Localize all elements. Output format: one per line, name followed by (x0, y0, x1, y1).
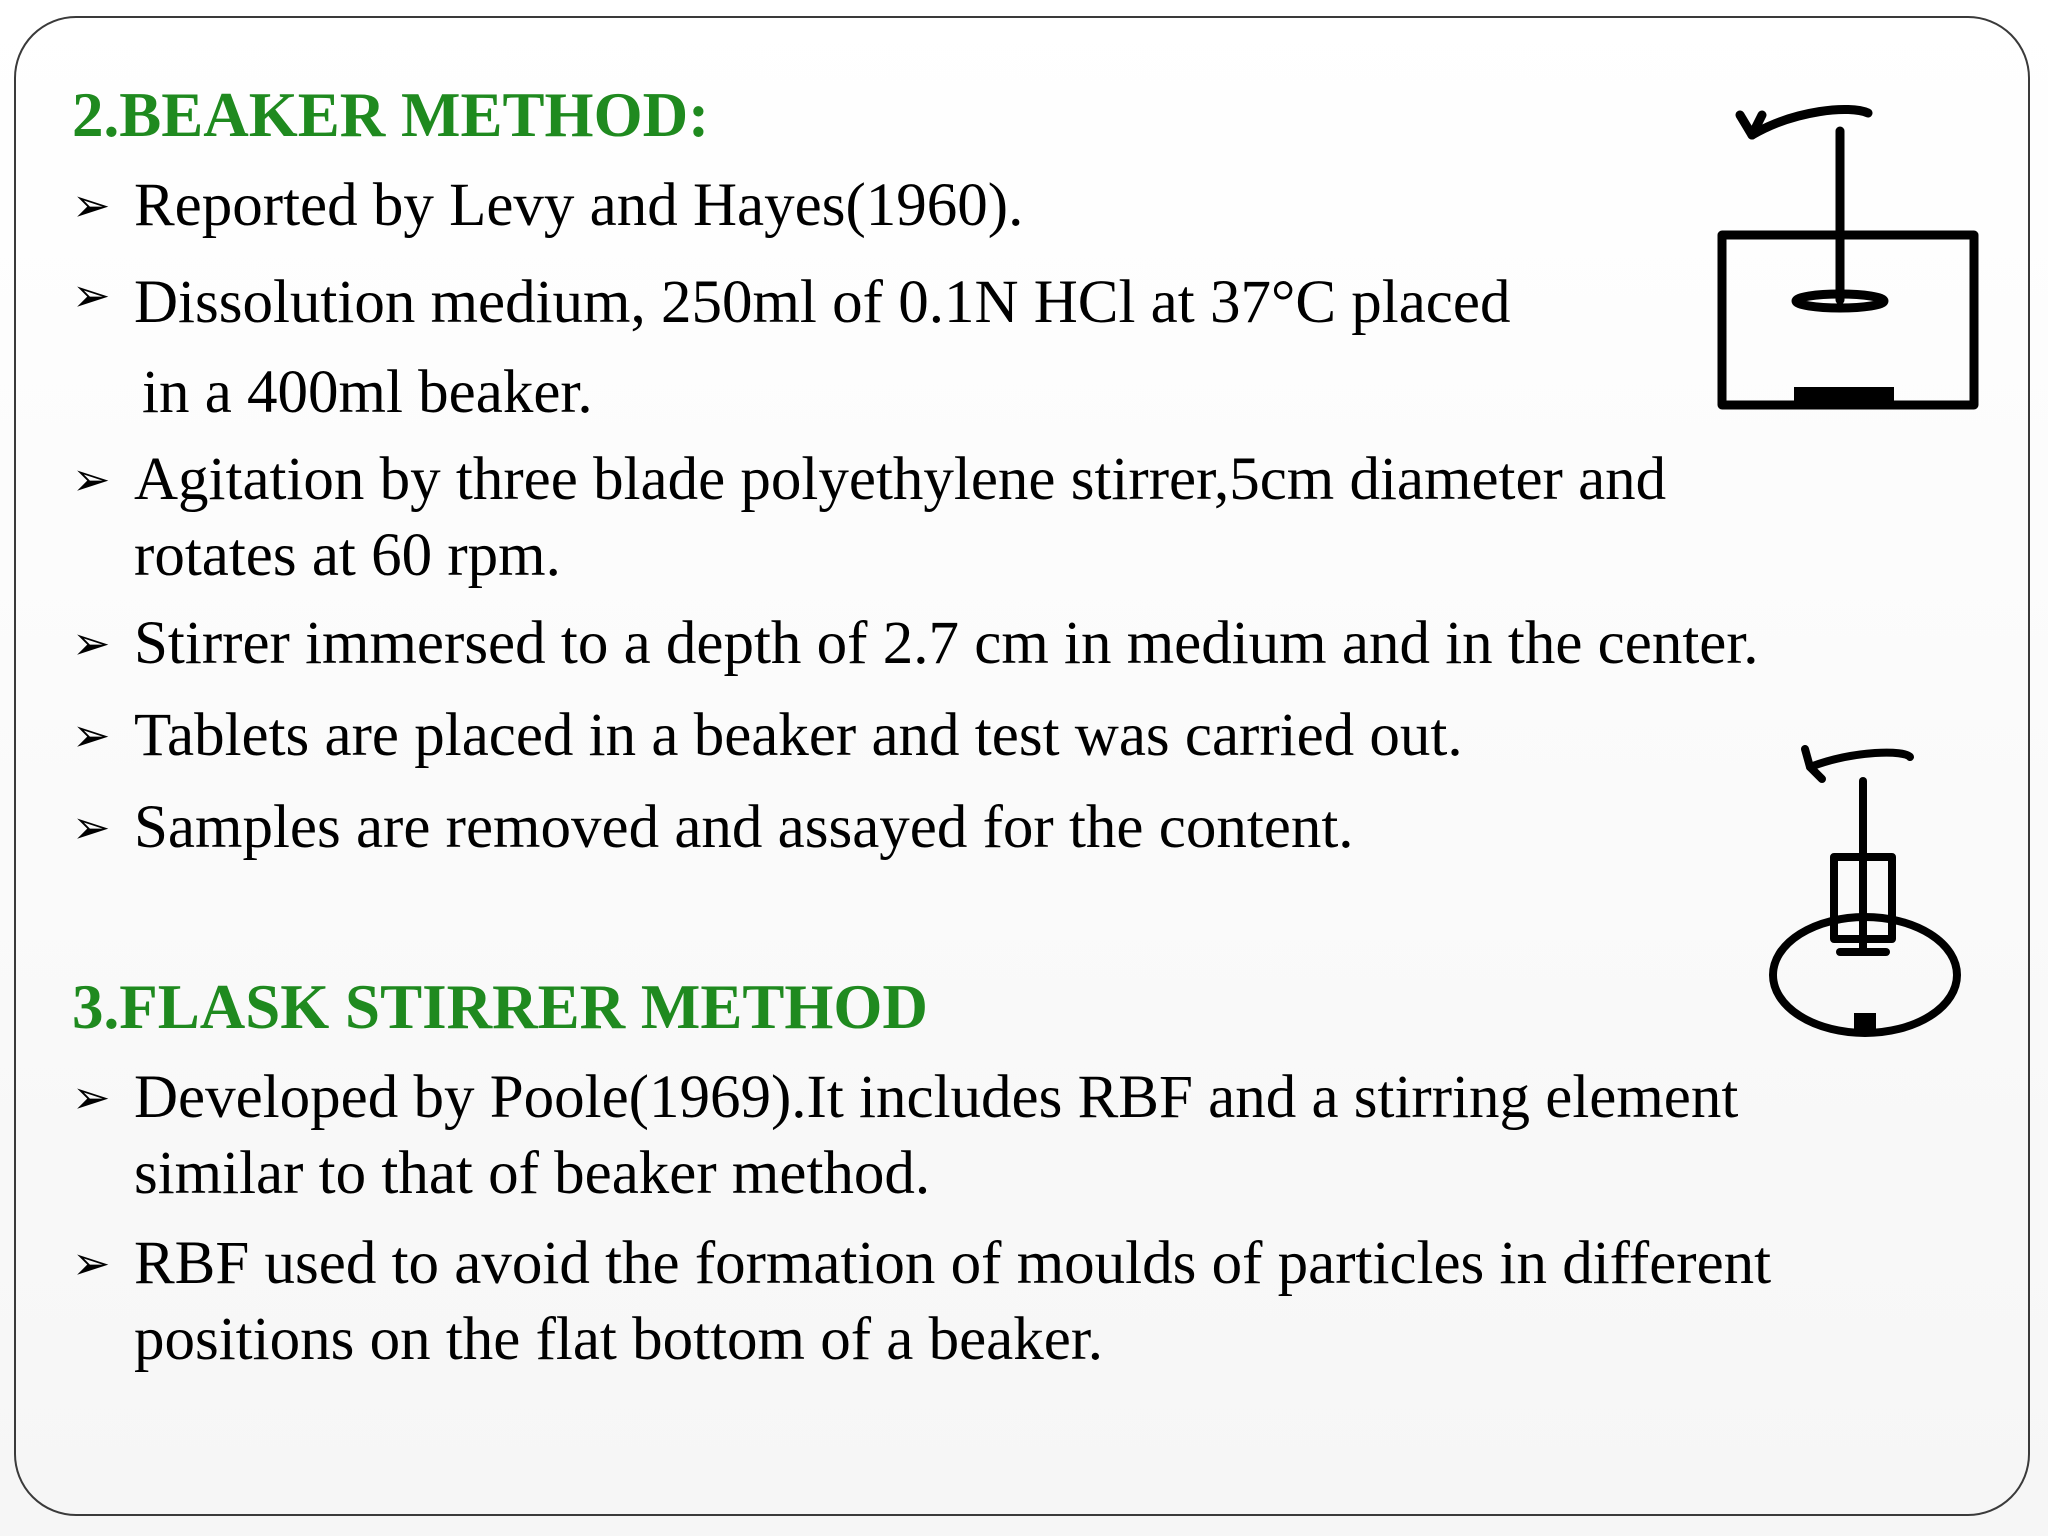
bullet-arrow-icon: ➢ (72, 1072, 111, 1123)
bullet-line: Stirrer immersed to a depth of 2.7 cm in medium and in the center. (134, 610, 1759, 677)
bullet-arrow-icon: ➢ (72, 802, 111, 853)
bullet-arrow-icon: ➢ (72, 180, 111, 231)
bullet-arrow-icon: ➢ (72, 710, 111, 761)
bullet-line: Agitation by three blade polyethylene stirrer,5cm diameter and (134, 446, 1667, 513)
bullet-arrow-icon: ➢ (72, 454, 111, 505)
bullet-line: Dissolution medium, 250ml of 0.1N HCl at 37°C placed (134, 269, 1511, 336)
bullet-line: Developed by Poole(1969).It includes RBF and a stirring element (134, 1064, 1739, 1131)
bullet-line: similar to that of beaker method. (134, 1140, 931, 1207)
section-heading-beaker-method: 2.BEAKER METHOD: (72, 80, 710, 150)
bullet-arrow-icon: ➢ (72, 618, 111, 669)
bullet-line: in a 400ml beaker. (142, 359, 593, 426)
bullet-line: RBF used to avoid the formation of moulds of particles in different (134, 1230, 1772, 1297)
bullet-arrow-icon: ➢ (72, 1238, 111, 1289)
bullet-line: Tablets are placed in a beaker and test was carried out. (134, 702, 1463, 769)
beaker-stirrer-diagram-icon (1700, 95, 1990, 425)
bullet-line: Reported by Levy and Hayes(1960). (134, 172, 1024, 239)
bullet-arrow-icon: ➢ (72, 270, 111, 321)
bullet-line: positions on the flat bottom of a beaker. (134, 1306, 1104, 1373)
section-heading-flask-stirrer-method: 3.FLASK STIRRER METHOD (72, 972, 928, 1042)
flask-stirrer-diagram-icon (1760, 745, 1975, 1045)
bullet-line: Samples are removed and assayed for the content. (134, 794, 1354, 861)
bullet-line: rotates at 60 rpm. (134, 522, 561, 589)
